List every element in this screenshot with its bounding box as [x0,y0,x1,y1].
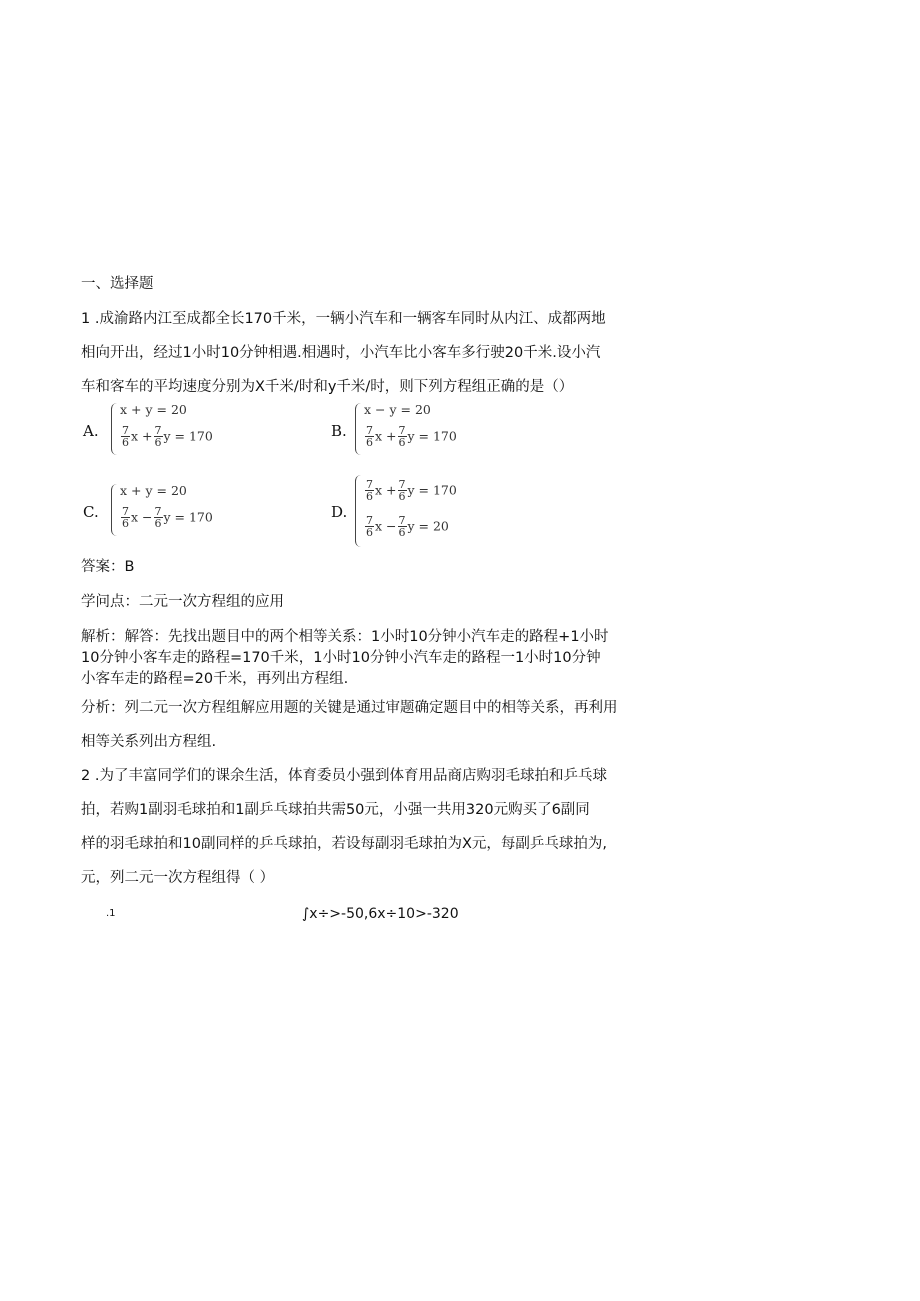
option-label: C. [83,503,99,521]
fraction: $\frac{7}{6}$ [366,424,373,449]
fraction: $\frac{7}{6}$ [366,514,373,539]
equation-2: $\frac{7}{6}$ x + $\frac{7}{6}$ y = 170 [366,424,457,449]
q1-knowledge-point: 学问点：二元一次方程组的应用 [81,594,284,610]
option-label: A. [83,422,99,440]
equation-1: x − y = 20 [364,402,431,417]
fraction: $\frac{7}{6}$ [122,424,129,449]
brace-icon [111,484,118,536]
fraction: $\frac{7}{6}$ [366,478,373,503]
q1-analysis-line-3: 小客车走的路程=20千米，再列出方程组. [81,671,349,687]
q1-analysis-line-2: 10分钟小客车走的路程=170千米，1小时10分钟小汽车走的路程一1小时10分钟 [81,650,601,666]
q2-text-line-1: 2 .为了丰富同学们的课余生活，体育委员小强到体育用品商店购羽毛球拍和乒乓球 [81,768,607,784]
q2-text-line-3: 样的羽毛球拍和10副同样的乒乓球拍，若设每副羽毛球拍为X元，每副乒乓球拍为, [81,836,607,852]
equation-2: $\frac{7}{6}$ x − $\frac{7}{6}$ y = 170 [122,505,213,530]
option-label: B. [331,422,347,440]
q2-option-equation: ∫x÷>-50,6x÷10>-320 [302,906,459,922]
q2-text-line-4: 元，列二元一次方程组得（ ） [81,870,275,886]
q1-text-line-2: 相向开出，经过1小时10分钟相遇.相遇时，小汽车比小客车多行驶20千米.设小汽 [81,345,601,361]
fraction: $\frac{7}{6}$ [154,505,162,530]
q2-option-marker: .1 [106,908,116,919]
fraction: $\frac{7}{6}$ [398,424,406,449]
q1-comment-line-2: 相等关系列出方程组. [81,734,217,750]
equation-1: $\frac{7}{6}$ x + $\frac{7}{6}$ y = 170 [366,478,457,503]
equation-2: $\frac{7}{6}$ x + $\frac{7}{6}$ y = 170 [122,424,213,449]
fraction: $\frac{7}{6}$ [122,505,129,530]
fraction: $\frac{7}{6}$ [398,478,406,503]
equation-1: x + y = 20 [120,402,187,417]
q1-answer: 答案：B [81,559,135,575]
fraction: $\frac{7}{6}$ [154,424,162,449]
q2-text-line-2: 拍，若购1副羽毛球拍和1副乒乓球拍共需50元，小强一共用320元购买了6副同 [81,802,590,818]
brace-icon [111,403,118,455]
fraction: $\frac{7}{6}$ [398,514,406,539]
equation-2: $\frac{7}{6}$ x − $\frac{7}{6}$ y = 20 [366,514,449,539]
equation-1: x + y = 20 [120,483,187,498]
q1-comment-line-1: 分析：列二元一次方程组解应用题的关键是通过审题确定题目中的相等关系，再利用 [81,700,618,716]
section-title: 一、选择题 [81,276,154,292]
q1-analysis-line-1: 解析：解答：先找出题目中的两个相等关系：1小时10分钟小汽车走的路程+1小时 [81,629,609,645]
brace-icon [355,475,362,547]
brace-icon [355,403,362,455]
option-label: D. [331,503,348,521]
q1-text-line-3: 车和客车的平均速度分别为X千米/时和y千米/时，则下列方程组正确的是（） [81,379,574,395]
q1-text-line-1: 1 .成渝路内江至成都全长170千米，一辆小汽车和一辆客车同时从内江、成都两地 [81,311,606,327]
